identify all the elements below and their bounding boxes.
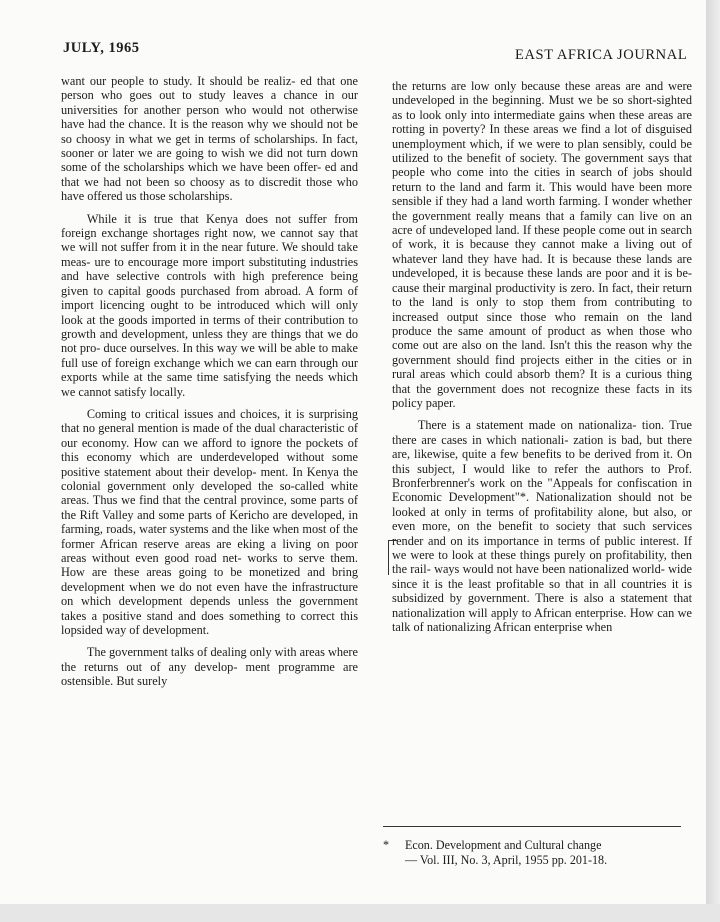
page-date-header: JULY, 1965 [63, 40, 140, 56]
scan-bottom-band [0, 904, 720, 922]
footnote-rule [383, 826, 681, 827]
right-paragraph-2: There is a statement made on nationaliza- tion. True there are cases in which nationali- zation is bad, but there are, likewise, quite a few benefits to be derived from it. On this subject, I would like to refer the authors to Prof. Bronferbrenner's work on the "Appeals for confiscation in Economic Development"*. Nationalization should not be looked at only in terms of profitability alone, but also, or even more, on the benefit to society that such services render and on its importance in terms of public interest. If we were to look at these things purely on profitability, then the rail- ways would not have been nationalized world- wide since it is the least profitable so that in all countries it is subsidized by government. There is also a statement that nationalization will apply to African enterprise. How can we talk of nationalizing African enterprise when [392, 418, 692, 635]
footnote-citation: Econ. Development and Cultural change [405, 838, 602, 852]
footnote-line-2: — Vol. III, No. 3, April, 1955 pp. 201-18. [405, 852, 608, 867]
left-paragraph-4: The government talks of dealing only with areas where the returns out of any develop- ment programme are ostensible. But surely [61, 645, 358, 689]
journal-title-header: EAST AFRICA JOURNAL [515, 47, 688, 63]
left-paragraph-2: While it is true that Kenya does not suffer from foreign exchange shortages right now, we cannot say that we will not suffer from it in the near future. We should take meas- ure to encourage more import substituting industries and have selective controls with high preference being given to capital goods purchased from abroad. A form of import licencing ought to be introduced which will only look at the goods imported in terms of their contribution to growth and development, unless they are things that we do not pro- duce ourselves. In this way we will be able to make full use of foreign exchange which we can earn through our exports while at the same time satisfying the needs which we cannot satisfy locally. [61, 211, 358, 399]
left-paragraph-1: want our people to study. It should be realiz- ed that one person who goes out to study leaves a chance in our universities for another person who would not otherwise have had the chance. It is the reason why we should not be so choosy in what we get in terms of scholarships. In fact, sooner or later we are going to wish we did not turn down some of the scholarships which we have been offer- ed and that we had not been so choosy as to discredit those who have offered us those scholarships. [61, 74, 358, 204]
right-column [392, 79, 692, 634]
footnote [383, 838, 683, 867]
left-paragraph-3: Coming to critical issues and choices, it is surprising that no general mention is made of the dual characteristic of our economy. How can we afford to ignore the pockets of this economy which are underdeveloped without some positive statement about their develop- ment. In Kenya the colonial government only developed the so-called white areas. Thus we find that the central province, some parts of the Rift Valley and some parts of Kericho are developed, in farming, roads, water systems and the like when most of the former African reserve areas are eking a living on poor areas without even good road net- works to serve them. How are these areas going to be monetized and bring development when we do not even have the infrastructure on which development depends unless the government takes a positive stand and does something to correct this lopsided way of development. [61, 406, 358, 638]
footnote-marker: * [383, 838, 390, 852]
margin-bracket-mark [388, 540, 397, 575]
page-shadow-edge [706, 0, 720, 904]
left-column [61, 74, 358, 689]
footnote-line-1 [383, 838, 683, 853]
right-paragraph-1: the returns are low only because these areas are and were undeveloped in the beginning. Must we be so short-sighted as to look only into intermediate gains when these areas are rotting in poverty? In these areas we find a lot of disguised unemployment which, if we were to plan sensibly, could be utilized to the benefit of society. The government says that people who come into the cities in search of jobs should return to the land and farm it. This would have been more sensible if they had a land worth farming. I wonder whether the government really means that a family can live on an acre of undeveloped land. If these people come out in search of work, it is because they cannot make a living out of whatever land they have had. It is because these lands are undeveloped, it is because these lands are poor and it is be- cause their marginal productivity is zero. In fact, their return to the land is only to stop them from contributing to increased output since those who remain on the land produce the same amount of product as when those who come out are also on the land. Isn't this the reason why the government should find projects either in the cities or in rural areas which could absorb them? It is a curious thing that the government does not recognize these facts in its policy paper. [392, 79, 692, 410]
